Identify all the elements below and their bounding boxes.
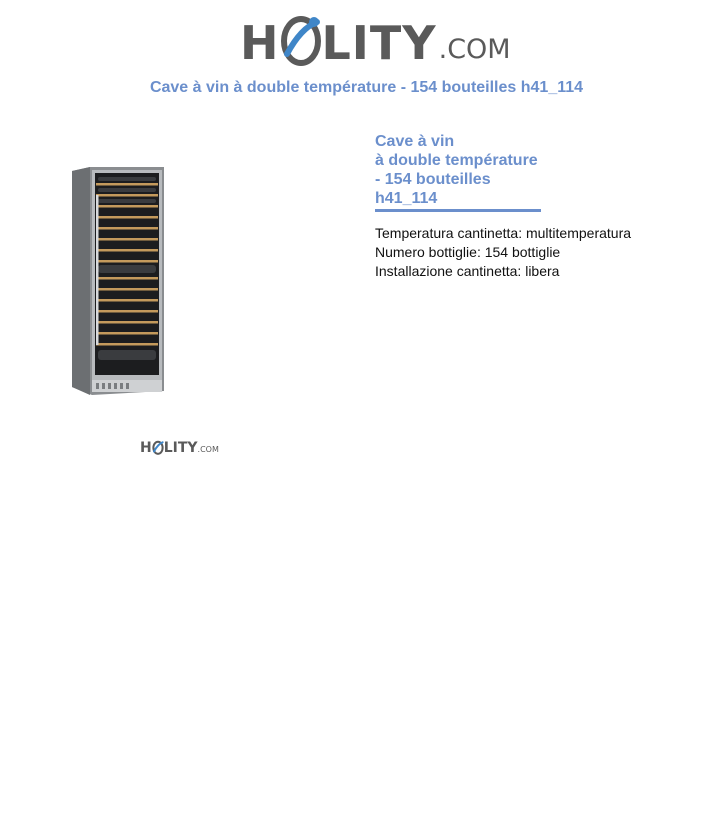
product-heading (375, 132, 541, 212)
spec-bottle-count: Numero bottiglie: 154 bottiglie (375, 244, 561, 260)
product-specs (375, 224, 631, 281)
small-logo-suffix: .COM (197, 445, 219, 454)
wine-cooler-icon (66, 165, 166, 400)
site-logo[interactable] (240, 12, 511, 70)
logo-o-icon (281, 14, 321, 66)
small-logo-o-icon (152, 440, 164, 455)
product-heading-line: à double température (375, 152, 538, 169)
small-logo-letters-lity: LITY (163, 440, 198, 456)
product-heading-line: h41_114 (375, 190, 438, 207)
product-heading-line: Cave à vin (375, 133, 455, 150)
logo-letters-lity: LITY (321, 16, 437, 70)
image-watermark-logo (140, 440, 219, 455)
spec-temperature: Temperatura cantinetta: multitemperatura (375, 225, 632, 241)
logo-letter-h: H (240, 16, 280, 70)
spec-installation: Installazione cantinetta: libera (375, 263, 560, 279)
logo-suffix: .COM (438, 34, 511, 65)
page-title: Cave à vin à double température - 154 bouteilles h41_114 (149, 79, 584, 96)
small-logo-letter-h: H (140, 440, 152, 456)
product-heading-line: - 154 bouteilles (375, 171, 491, 188)
